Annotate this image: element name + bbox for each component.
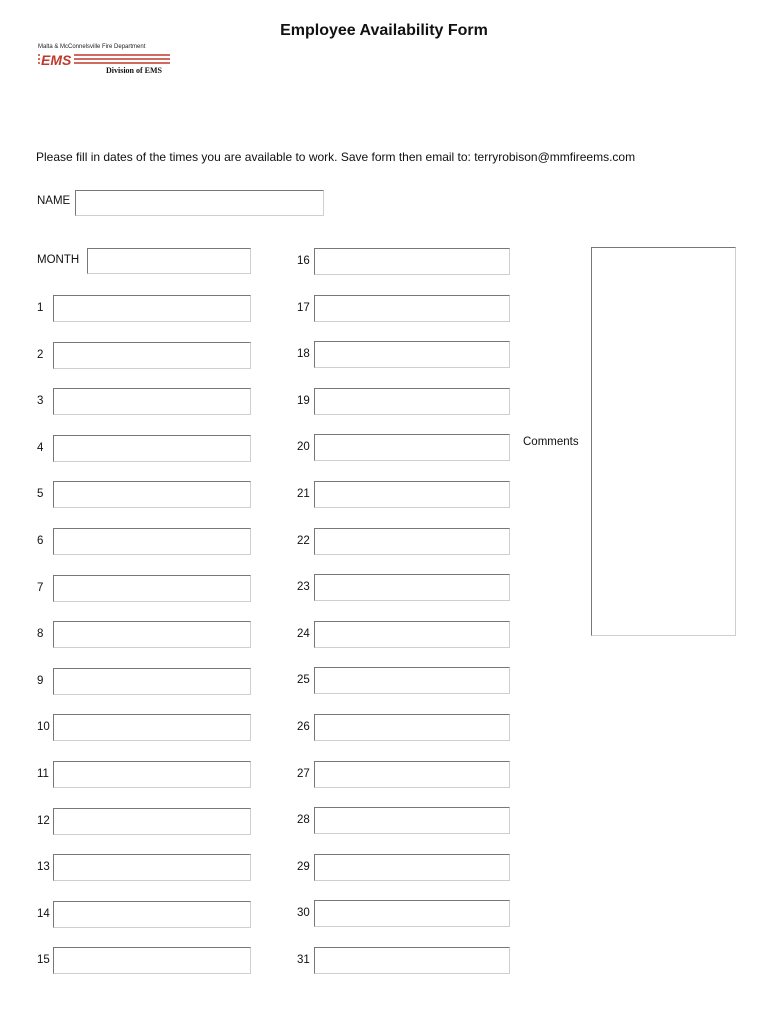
day-input-4[interactable] — [53, 435, 251, 462]
day-label-4: 4 — [37, 441, 44, 454]
day-label-31: 31 — [297, 954, 310, 966]
day-input-1[interactable] — [53, 295, 251, 322]
day-label-23: 23 — [297, 581, 310, 594]
day-label-21: 21 — [297, 488, 310, 500]
day-input-23[interactable] — [314, 574, 510, 601]
day-label-11: 11 — [37, 768, 49, 780]
day-label-8: 8 — [37, 628, 44, 641]
day-input-22[interactable] — [314, 528, 510, 555]
day-input-18[interactable] — [314, 341, 510, 368]
day-label-2: 2 — [37, 348, 44, 361]
day-input-25[interactable] — [314, 667, 510, 694]
day-label-25: 25 — [297, 674, 310, 687]
ems-logo — [38, 44, 174, 80]
day-label-12: 12 — [37, 814, 50, 827]
name-label: NAME — [37, 195, 71, 207]
day-input-5[interactable] — [53, 481, 251, 508]
logo-department: Malta & McConnelsville Fire Department — [38, 44, 146, 50]
day-input-31[interactable] — [314, 947, 510, 974]
day-input-8[interactable] — [53, 621, 251, 648]
logo-division: Division of EMS — [106, 66, 163, 75]
day-input-21[interactable] — [314, 481, 510, 508]
instructions-text: Please fill in dates of the times you are available to work. Save form then email to: terryrobison@mmfireems.com — [36, 150, 636, 164]
day-label-29: 29 — [297, 860, 310, 873]
day-label-17: 17 — [297, 301, 310, 314]
day-input-12[interactable] — [53, 808, 251, 835]
day-label-26: 26 — [297, 721, 310, 733]
comments-label: Comments — [523, 436, 579, 448]
day-label-5: 5 — [37, 488, 44, 501]
day-input-27[interactable] — [314, 761, 510, 788]
day-label-3: 3 — [37, 395, 44, 408]
day-label-20: 20 — [297, 441, 310, 454]
day-input-20[interactable] — [314, 434, 510, 461]
day-input-9[interactable] — [53, 668, 251, 695]
day-input-2[interactable] — [53, 342, 251, 369]
day-label-28: 28 — [297, 814, 310, 827]
day-label-27: 27 — [297, 767, 310, 780]
day-input-17[interactable] — [314, 295, 510, 322]
comments-textarea[interactable] — [591, 247, 736, 636]
day-label-24: 24 — [297, 627, 310, 640]
day-label-16: 16 — [297, 255, 310, 267]
day-label-1: 1 — [37, 302, 44, 314]
day-label-15: 15 — [37, 954, 50, 967]
name-input[interactable] — [75, 190, 324, 216]
day-label-22: 22 — [297, 534, 310, 547]
day-input-29[interactable] — [314, 854, 510, 881]
day-input-10[interactable] — [53, 714, 251, 741]
day-label-10: 10 — [37, 721, 50, 734]
day-label-7: 7 — [37, 581, 44, 594]
day-input-11[interactable] — [53, 761, 251, 788]
day-input-14[interactable] — [53, 901, 251, 928]
day-label-9: 9 — [37, 674, 44, 687]
day-input-16[interactable] — [314, 248, 510, 275]
day-input-13[interactable] — [53, 854, 251, 881]
day-label-6: 6 — [37, 535, 44, 547]
form-title: Employee Availability Form — [280, 22, 488, 39]
logo-mark: EMS — [41, 52, 72, 68]
month-label: MONTH — [37, 254, 80, 266]
day-input-15[interactable] — [53, 947, 251, 974]
day-input-30[interactable] — [314, 900, 510, 927]
day-label-19: 19 — [297, 394, 310, 407]
day-input-3[interactable] — [53, 388, 251, 415]
day-input-24[interactable] — [314, 621, 510, 648]
month-input[interactable] — [87, 248, 251, 274]
day-input-6[interactable] — [53, 528, 251, 555]
day-label-14: 14 — [37, 907, 50, 920]
day-input-7[interactable] — [53, 575, 251, 602]
day-label-30: 30 — [297, 907, 310, 920]
day-label-18: 18 — [297, 348, 310, 361]
day-label-13: 13 — [37, 861, 50, 874]
day-input-28[interactable] — [314, 807, 510, 834]
day-input-26[interactable] — [314, 714, 510, 741]
day-input-19[interactable] — [314, 388, 510, 415]
